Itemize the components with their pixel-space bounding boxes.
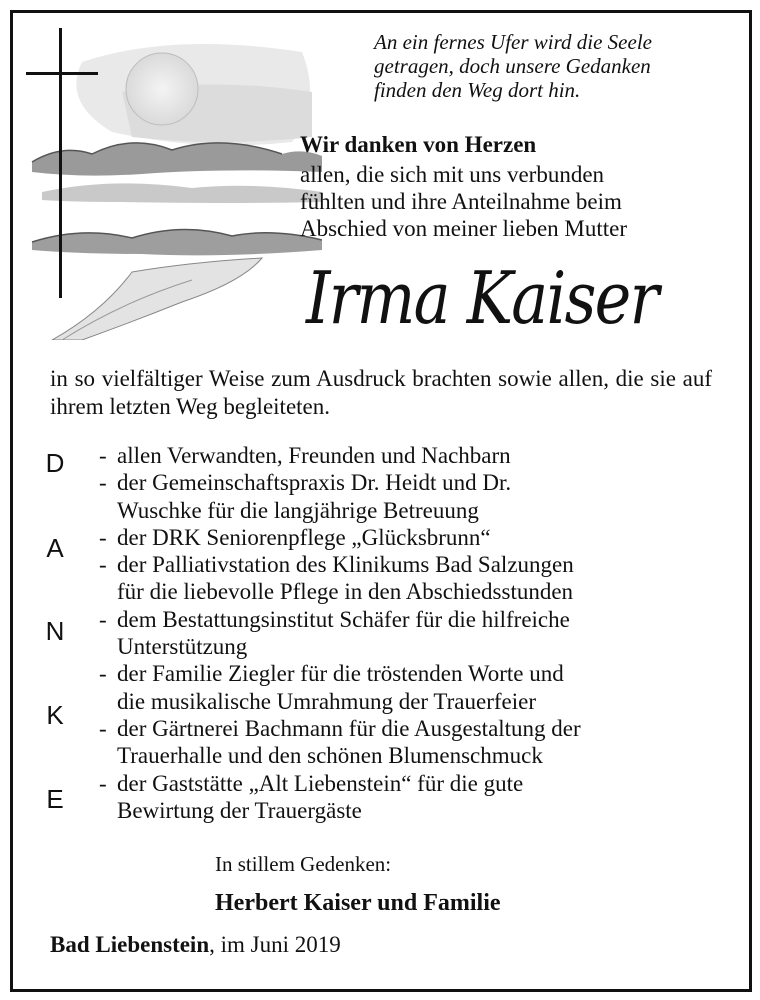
list-dash: - bbox=[99, 552, 107, 578]
list-item-line: Trauerhalle und den schönen Blumenschmuck bbox=[117, 743, 543, 769]
list-item-line: der Familie Ziegler für die tröstenden Worte und bbox=[117, 661, 564, 687]
list-item-line: der Gaststätte „Alt Liebenstein“ für die gute bbox=[117, 770, 524, 796]
list-item-line: Wuschke für die langjährige Betreuung bbox=[117, 497, 479, 523]
acrostic-letter: K bbox=[46, 700, 64, 730]
list-dash: - bbox=[99, 606, 107, 632]
list-item-line: der Palliativstation des Klinikums Bad Salzungen bbox=[117, 552, 574, 578]
thanks-line: Abschied von meiner lieben Mutter bbox=[300, 216, 628, 241]
list-item bbox=[99, 551, 739, 606]
list-dash: - bbox=[99, 661, 107, 687]
list-item bbox=[99, 715, 739, 770]
acrostic-letter: N bbox=[45, 616, 65, 646]
list-dash: - bbox=[99, 524, 107, 550]
acrostic-letter: D bbox=[45, 448, 65, 478]
motto-line: getragen, doch unsere Gedanken bbox=[374, 54, 651, 78]
acrostic-letter: A bbox=[46, 533, 64, 563]
list-item-line: der Gärtnerei Bachmann für die Ausgestaltung der bbox=[117, 715, 581, 741]
list-item-line: für die liebevolle Pflege in den Abschiedsstunden bbox=[117, 579, 574, 605]
family-signature: Herbert Kaiser und Familie bbox=[215, 890, 501, 916]
place-city: Bad Liebenstein bbox=[50, 932, 210, 957]
list-item bbox=[99, 770, 739, 825]
motto-line: An ein fernes Ufer wird die Seele bbox=[374, 30, 652, 54]
closing-phrase: In stillem Gedenken: bbox=[215, 852, 392, 876]
list-item-line: Unterstützung bbox=[117, 634, 248, 660]
list-item bbox=[99, 524, 739, 551]
list-item bbox=[99, 660, 739, 715]
motto-line: finden den Weg dort hin. bbox=[374, 78, 581, 102]
sun-shape bbox=[126, 53, 198, 125]
list-item-line: der Gemeinschaftspraxis Dr. Heidt und Dr. bbox=[117, 470, 512, 496]
acrostic-letter: E bbox=[46, 784, 64, 814]
thanks-line: fühlten und ihre Anteilnahme beim bbox=[300, 189, 622, 214]
motto-quote bbox=[374, 30, 734, 102]
list-item bbox=[99, 606, 739, 661]
list-dash: - bbox=[99, 470, 107, 496]
intro-paragraph: in so vielfältiger Weise zum Ausdruck brachten sowie allen, die sie auf ihrem letzten Weg begleiteten. bbox=[50, 366, 712, 419]
list-item bbox=[99, 442, 739, 469]
list-item-line: allen Verwandten, Freunden und Nachbarn bbox=[117, 443, 511, 468]
deceased-name: Irma Kaiser bbox=[306, 256, 658, 340]
cross-vertical bbox=[59, 28, 62, 298]
landscape-illustration bbox=[22, 22, 322, 340]
list-item-line: dem Bestattungsinstitut Schäfer für die hilfreiche bbox=[117, 606, 570, 632]
thanks-line: allen, die sich mit uns verbunden bbox=[300, 162, 605, 187]
thanks-text bbox=[300, 161, 627, 242]
list-item bbox=[99, 469, 739, 524]
place-date-text: , im Juni 2019 bbox=[209, 932, 341, 957]
place-date bbox=[50, 931, 341, 959]
thanks-heading: Wir danken von Herzen bbox=[300, 132, 537, 157]
list-item-line: der DRK Seniorenpflege „Glücksbrunn“ bbox=[117, 524, 491, 550]
cross-horizontal bbox=[26, 72, 98, 75]
list-dash: - bbox=[99, 770, 107, 796]
list-dash: - bbox=[99, 715, 107, 741]
thanks-list bbox=[99, 442, 739, 824]
list-dash: - bbox=[99, 443, 107, 468]
list-item-line: die musikalische Umrahmung der Trauerfeier bbox=[117, 688, 536, 714]
list-item-line: Bewirtung der Trauergäste bbox=[117, 797, 362, 823]
